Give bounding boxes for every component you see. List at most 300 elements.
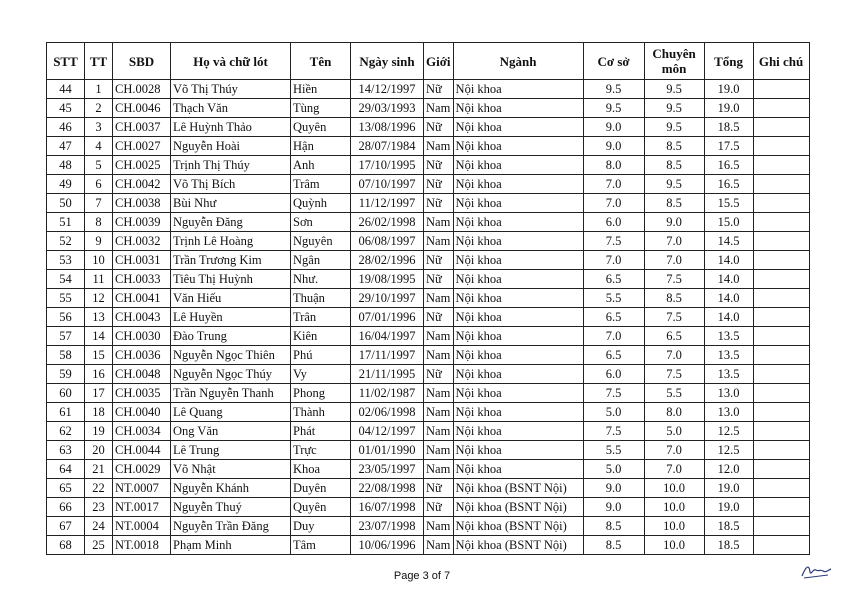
cell-ngay-sinh: 17/11/1997 (351, 346, 424, 365)
cell-ho-va-chu-lot: Văn Hiếu (171, 289, 291, 308)
cell-ho-va-chu-lot: Bùi Như (171, 194, 291, 213)
cell-ghi-chu (753, 365, 809, 384)
cell-chuyen-mon: 8.5 (644, 137, 704, 156)
cell-tt: 4 (85, 137, 113, 156)
cell-ngay-sinh: 11/02/1987 (351, 384, 424, 403)
cell-ten: Vy (291, 365, 351, 384)
cell-ngay-sinh: 01/01/1990 (351, 441, 424, 460)
table-row (47, 251, 810, 270)
table-row (47, 118, 810, 137)
cell-stt: 52 (47, 232, 85, 251)
cell-ho-va-chu-lot: Nguyễn Ngọc Thúy (171, 365, 291, 384)
table-row (47, 346, 810, 365)
cell-stt: 46 (47, 118, 85, 137)
score-table (46, 42, 810, 555)
cell-tong: 13.5 (704, 346, 753, 365)
cell-stt: 67 (47, 517, 85, 536)
table-row (47, 308, 810, 327)
cell-tt: 23 (85, 498, 113, 517)
cell-ghi-chu (753, 460, 809, 479)
cell-sbd: CH.0037 (113, 118, 171, 137)
cell-stt: 44 (47, 80, 85, 99)
cell-tt: 17 (85, 384, 113, 403)
table-row (47, 156, 810, 175)
table-row (47, 194, 810, 213)
cell-stt: 53 (47, 251, 85, 270)
cell-ghi-chu (753, 441, 809, 460)
cell-stt: 59 (47, 365, 85, 384)
cell-sbd: CH.0031 (113, 251, 171, 270)
cell-chuyen-mon: 10.0 (644, 479, 704, 498)
cell-chuyen-mon: 9.5 (644, 175, 704, 194)
cell-chuyen-mon: 7.0 (644, 251, 704, 270)
cell-co-so: 7.0 (583, 194, 644, 213)
cell-tt: 22 (85, 479, 113, 498)
cell-nganh: Nội khoa (453, 460, 583, 479)
table-row (47, 517, 810, 536)
cell-chuyen-mon: 7.0 (644, 346, 704, 365)
header-stt: STT (47, 43, 85, 80)
cell-ho-va-chu-lot: Trịnh Lê Hoàng (171, 232, 291, 251)
cell-stt: 64 (47, 460, 85, 479)
cell-tong: 18.5 (704, 536, 753, 555)
cell-ghi-chu (753, 213, 809, 232)
cell-tt: 1 (85, 80, 113, 99)
cell-gioi: Nữ (424, 365, 454, 384)
header-nganh: Ngành (453, 43, 583, 80)
header-sbd: SBD (113, 43, 171, 80)
cell-stt: 61 (47, 403, 85, 422)
cell-ho-va-chu-lot: Thạch Văn (171, 99, 291, 118)
cell-ngay-sinh: 28/07/1984 (351, 137, 424, 156)
cell-co-so: 6.5 (583, 270, 644, 289)
cell-sbd: CH.0028 (113, 80, 171, 99)
cell-nganh: Nội khoa (BSNT Nội) (453, 498, 583, 517)
header-gioi: Giới (424, 43, 454, 80)
cell-chuyen-mon: 10.0 (644, 536, 704, 555)
table-row (47, 460, 810, 479)
cell-co-so: 9.0 (583, 479, 644, 498)
cell-tt: 7 (85, 194, 113, 213)
cell-tong: 16.5 (704, 175, 753, 194)
cell-nganh: Nội khoa (453, 384, 583, 403)
cell-tt: 19 (85, 422, 113, 441)
cell-ghi-chu (753, 80, 809, 99)
cell-ngay-sinh: 29/03/1993 (351, 99, 424, 118)
cell-tt: 21 (85, 460, 113, 479)
cell-gioi: Nữ (424, 270, 454, 289)
cell-tt: 25 (85, 536, 113, 555)
cell-ghi-chu (753, 175, 809, 194)
cell-sbd: NT.0018 (113, 536, 171, 555)
cell-stt: 54 (47, 270, 85, 289)
cell-tong: 18.5 (704, 517, 753, 536)
cell-ho-va-chu-lot: Ong Văn (171, 422, 291, 441)
table-row (47, 137, 810, 156)
cell-ten: Ngân (291, 251, 351, 270)
cell-ten: Tâm (291, 536, 351, 555)
cell-ho-va-chu-lot: Trần Trương Kim (171, 251, 291, 270)
cell-nganh: Nội khoa (453, 213, 583, 232)
table-body (47, 80, 810, 555)
cell-nganh: Nội khoa (453, 251, 583, 270)
table-row (47, 289, 810, 308)
cell-tong: 13.0 (704, 403, 753, 422)
cell-stt: 65 (47, 479, 85, 498)
cell-ho-va-chu-lot: Nguyễn Thuý (171, 498, 291, 517)
cell-chuyen-mon: 5.0 (644, 422, 704, 441)
cell-chuyen-mon: 7.0 (644, 232, 704, 251)
cell-stt: 57 (47, 327, 85, 346)
cell-ghi-chu (753, 118, 809, 137)
cell-ten: Khoa (291, 460, 351, 479)
cell-nganh: Nội khoa (BSNT Nội) (453, 479, 583, 498)
cell-ten: Thành (291, 403, 351, 422)
cell-sbd: CH.0039 (113, 213, 171, 232)
cell-co-so: 7.5 (583, 232, 644, 251)
cell-chuyen-mon: 10.0 (644, 517, 704, 536)
cell-nganh: Nội khoa (453, 346, 583, 365)
table-row (47, 365, 810, 384)
cell-ho-va-chu-lot: Nguyễn Ngọc Thiên (171, 346, 291, 365)
cell-ghi-chu (753, 479, 809, 498)
cell-ngay-sinh: 04/12/1997 (351, 422, 424, 441)
cell-gioi: Nam (424, 99, 454, 118)
cell-tong: 14.0 (704, 308, 753, 327)
cell-co-so: 7.0 (583, 175, 644, 194)
cell-tt: 6 (85, 175, 113, 194)
cell-tt: 18 (85, 403, 113, 422)
cell-ngay-sinh: 29/10/1997 (351, 289, 424, 308)
cell-ho-va-chu-lot: Lê Huyền (171, 308, 291, 327)
cell-ngay-sinh: 14/12/1997 (351, 80, 424, 99)
cell-ghi-chu (753, 536, 809, 555)
header-ghi-chu: Ghi chú (753, 43, 809, 80)
cell-gioi: Nam (424, 232, 454, 251)
cell-tt: 20 (85, 441, 113, 460)
table-row (47, 213, 810, 232)
cell-gioi: Nữ (424, 498, 454, 517)
cell-gioi: Nam (424, 536, 454, 555)
cell-ten: Anh (291, 156, 351, 175)
page-footer: Page 3 of 7 (393, 570, 451, 582)
cell-tt: 2 (85, 99, 113, 118)
cell-nganh: Nội khoa (453, 175, 583, 194)
cell-nganh: Nội khoa (BSNT Nội) (453, 517, 583, 536)
table-header (47, 43, 810, 80)
cell-sbd: NT.0017 (113, 498, 171, 517)
cell-chuyen-mon: 9.5 (644, 118, 704, 137)
table-row (47, 270, 810, 289)
cell-stt: 48 (47, 156, 85, 175)
cell-co-so: 9.0 (583, 137, 644, 156)
cell-ho-va-chu-lot: Lê Huỳnh Thảo (171, 118, 291, 137)
cell-ngay-sinh: 11/12/1997 (351, 194, 424, 213)
cell-ten: Như. (291, 270, 351, 289)
cell-chuyen-mon: 7.5 (644, 365, 704, 384)
cell-nganh: Nội khoa (453, 232, 583, 251)
cell-gioi: Nữ (424, 80, 454, 99)
cell-ho-va-chu-lot: Võ Thị Thúy (171, 80, 291, 99)
cell-co-so: 9.0 (583, 498, 644, 517)
cell-ghi-chu (753, 194, 809, 213)
cell-tong: 19.0 (704, 99, 753, 118)
cell-tt: 10 (85, 251, 113, 270)
cell-sbd: CH.0044 (113, 441, 171, 460)
cell-tong: 17.5 (704, 137, 753, 156)
cell-ho-va-chu-lot: Trịnh Thị Thúy (171, 156, 291, 175)
cell-tong: 13.0 (704, 384, 753, 403)
cell-co-so: 7.5 (583, 384, 644, 403)
cell-tong: 12.5 (704, 422, 753, 441)
cell-gioi: Nam (424, 327, 454, 346)
cell-ghi-chu (753, 384, 809, 403)
cell-chuyen-mon: 8.0 (644, 403, 704, 422)
cell-sbd: CH.0042 (113, 175, 171, 194)
cell-nganh: Nội khoa (453, 441, 583, 460)
cell-ho-va-chu-lot: Phạm Minh (171, 536, 291, 555)
cell-ngay-sinh: 21/11/1995 (351, 365, 424, 384)
cell-co-so: 5.0 (583, 460, 644, 479)
cell-tt: 9 (85, 232, 113, 251)
cell-gioi: Nữ (424, 194, 454, 213)
cell-co-so: 6.0 (583, 213, 644, 232)
cell-tong: 15.5 (704, 194, 753, 213)
cell-ghi-chu (753, 156, 809, 175)
cell-ghi-chu (753, 346, 809, 365)
cell-tong: 14.5 (704, 232, 753, 251)
cell-nganh: Nội khoa (453, 137, 583, 156)
cell-nganh: Nội khoa (453, 194, 583, 213)
cell-ten: Trâm (291, 175, 351, 194)
cell-stt: 49 (47, 175, 85, 194)
cell-chuyen-mon: 9.5 (644, 80, 704, 99)
cell-co-so: 8.0 (583, 156, 644, 175)
cell-stt: 45 (47, 99, 85, 118)
cell-ho-va-chu-lot: Võ Nhật (171, 460, 291, 479)
cell-tt: 14 (85, 327, 113, 346)
cell-tong: 14.0 (704, 289, 753, 308)
cell-chuyen-mon: 9.5 (644, 99, 704, 118)
cell-gioi: Nam (424, 346, 454, 365)
cell-stt: 51 (47, 213, 85, 232)
cell-ngay-sinh: 17/10/1995 (351, 156, 424, 175)
cell-nganh: Nội khoa (453, 327, 583, 346)
cell-sbd: CH.0035 (113, 384, 171, 403)
table-row (47, 232, 810, 251)
cell-ngay-sinh: 07/10/1997 (351, 175, 424, 194)
cell-sbd: CH.0048 (113, 365, 171, 384)
cell-chuyen-mon: 7.5 (644, 270, 704, 289)
cell-ghi-chu (753, 498, 809, 517)
cell-nganh: Nội khoa (453, 308, 583, 327)
cell-ho-va-chu-lot: Nguyễn Trần Đăng (171, 517, 291, 536)
cell-ten: Sơn (291, 213, 351, 232)
cell-sbd: CH.0027 (113, 137, 171, 156)
cell-gioi: Nữ (424, 175, 454, 194)
cell-ngay-sinh: 19/08/1995 (351, 270, 424, 289)
cell-gioi: Nam (424, 460, 454, 479)
header-ho-va-chu-lot: Họ và chữ lót (171, 43, 291, 80)
cell-gioi: Nam (424, 289, 454, 308)
cell-gioi: Nữ (424, 118, 454, 137)
cell-ghi-chu (753, 289, 809, 308)
cell-co-so: 5.0 (583, 403, 644, 422)
cell-ten: Nguyên (291, 232, 351, 251)
cell-ten: Trực (291, 441, 351, 460)
cell-ghi-chu (753, 517, 809, 536)
cell-ten: Duyên (291, 479, 351, 498)
cell-tt: 11 (85, 270, 113, 289)
cell-tong: 19.0 (704, 80, 753, 99)
cell-tong: 12.0 (704, 460, 753, 479)
cell-co-so: 9.5 (583, 80, 644, 99)
cell-ten: Quỳnh (291, 194, 351, 213)
cell-ngay-sinh: 16/04/1997 (351, 327, 424, 346)
cell-sbd: CH.0032 (113, 232, 171, 251)
cell-ngay-sinh: 23/07/1998 (351, 517, 424, 536)
cell-nganh: Nội khoa (453, 422, 583, 441)
cell-tong: 14.0 (704, 270, 753, 289)
cell-ngay-sinh: 16/07/1998 (351, 498, 424, 517)
cell-nganh: Nội khoa (453, 289, 583, 308)
cell-nganh: Nội khoa (453, 270, 583, 289)
table-row (47, 327, 810, 346)
cell-co-so: 7.5 (583, 422, 644, 441)
cell-ghi-chu (753, 308, 809, 327)
cell-ngay-sinh: 06/08/1997 (351, 232, 424, 251)
table-row (47, 99, 810, 118)
cell-sbd: CH.0041 (113, 289, 171, 308)
cell-gioi: Nam (424, 213, 454, 232)
cell-chuyen-mon: 7.5 (644, 308, 704, 327)
cell-chuyen-mon: 7.0 (644, 460, 704, 479)
header-tong: Tổng (704, 43, 753, 80)
cell-ghi-chu (753, 137, 809, 156)
header-tt: TT (85, 43, 113, 80)
table-row (47, 175, 810, 194)
signature-initials (800, 560, 832, 580)
cell-co-so: 6.5 (583, 308, 644, 327)
cell-ten: Quyên (291, 118, 351, 137)
cell-ghi-chu (753, 422, 809, 441)
cell-sbd: CH.0043 (113, 308, 171, 327)
table-row (47, 498, 810, 517)
header-co-so: Cơ sở (583, 43, 644, 80)
cell-ten: Hiền (291, 80, 351, 99)
cell-ten: Trân (291, 308, 351, 327)
cell-ho-va-chu-lot: Nguyễn Đăng (171, 213, 291, 232)
cell-ho-va-chu-lot: Lê Quang (171, 403, 291, 422)
cell-ngay-sinh: 13/08/1996 (351, 118, 424, 137)
cell-chuyen-mon: 8.5 (644, 194, 704, 213)
cell-co-so: 6.5 (583, 346, 644, 365)
cell-co-so: 9.0 (583, 118, 644, 137)
cell-co-so: 8.5 (583, 517, 644, 536)
cell-tong: 16.5 (704, 156, 753, 175)
cell-nganh: Nội khoa (BSNT Nội) (453, 536, 583, 555)
table-row (47, 80, 810, 99)
cell-ghi-chu (753, 270, 809, 289)
cell-sbd: CH.0036 (113, 346, 171, 365)
cell-stt: 66 (47, 498, 85, 517)
cell-chuyen-mon: 6.5 (644, 327, 704, 346)
cell-ten: Thuận (291, 289, 351, 308)
cell-tt: 16 (85, 365, 113, 384)
cell-sbd: CH.0029 (113, 460, 171, 479)
header-ten: Tên (291, 43, 351, 80)
cell-gioi: Nữ (424, 251, 454, 270)
cell-ten: Duy (291, 517, 351, 536)
cell-sbd: CH.0025 (113, 156, 171, 175)
cell-co-so: 5.5 (583, 289, 644, 308)
cell-gioi: Nam (424, 517, 454, 536)
cell-tong: 18.5 (704, 118, 753, 137)
cell-tt: 3 (85, 118, 113, 137)
cell-ho-va-chu-lot: Đào Trung (171, 327, 291, 346)
cell-stt: 47 (47, 137, 85, 156)
cell-gioi: Nam (424, 403, 454, 422)
cell-ghi-chu (753, 251, 809, 270)
cell-tt: 15 (85, 346, 113, 365)
cell-gioi: Nữ (424, 479, 454, 498)
cell-ho-va-chu-lot: Võ Thị Bích (171, 175, 291, 194)
cell-sbd: CH.0030 (113, 327, 171, 346)
cell-ho-va-chu-lot: Tiêu Thị Huỳnh (171, 270, 291, 289)
cell-ho-va-chu-lot: Nguyễn Hoài (171, 137, 291, 156)
cell-co-so: 8.5 (583, 536, 644, 555)
cell-nganh: Nội khoa (453, 156, 583, 175)
cell-co-so: 5.5 (583, 441, 644, 460)
cell-ho-va-chu-lot: Lê Trung (171, 441, 291, 460)
cell-ngay-sinh: 07/01/1996 (351, 308, 424, 327)
cell-tong: 19.0 (704, 498, 753, 517)
header-ngay-sinh: Ngày sinh (351, 43, 424, 80)
table-row (47, 441, 810, 460)
cell-stt: 63 (47, 441, 85, 460)
cell-ngay-sinh: 22/08/1998 (351, 479, 424, 498)
cell-tt: 8 (85, 213, 113, 232)
cell-sbd: CH.0034 (113, 422, 171, 441)
cell-co-so: 7.0 (583, 251, 644, 270)
cell-chuyen-mon: 10.0 (644, 498, 704, 517)
cell-nganh: Nội khoa (453, 118, 583, 137)
cell-chuyen-mon: 8.5 (644, 156, 704, 175)
cell-tong: 19.0 (704, 479, 753, 498)
cell-sbd: CH.0040 (113, 403, 171, 422)
cell-gioi: Nữ (424, 308, 454, 327)
cell-gioi: Nam (424, 137, 454, 156)
cell-nganh: Nội khoa (453, 99, 583, 118)
cell-tt: 24 (85, 517, 113, 536)
cell-tong: 14.0 (704, 251, 753, 270)
cell-ho-va-chu-lot: Trần Nguyễn Thanh (171, 384, 291, 403)
cell-ngay-sinh: 28/02/1996 (351, 251, 424, 270)
cell-stt: 56 (47, 308, 85, 327)
cell-ten: Phong (291, 384, 351, 403)
cell-gioi: Nam (424, 384, 454, 403)
cell-ten: Tùng (291, 99, 351, 118)
cell-ngay-sinh: 23/05/1997 (351, 460, 424, 479)
cell-ten: Phát (291, 422, 351, 441)
cell-ho-va-chu-lot: Nguyễn Khánh (171, 479, 291, 498)
table-row (47, 536, 810, 555)
cell-stt: 58 (47, 346, 85, 365)
cell-ghi-chu (753, 403, 809, 422)
cell-chuyen-mon: 7.0 (644, 441, 704, 460)
table-row (47, 403, 810, 422)
cell-ngay-sinh: 10/06/1996 (351, 536, 424, 555)
